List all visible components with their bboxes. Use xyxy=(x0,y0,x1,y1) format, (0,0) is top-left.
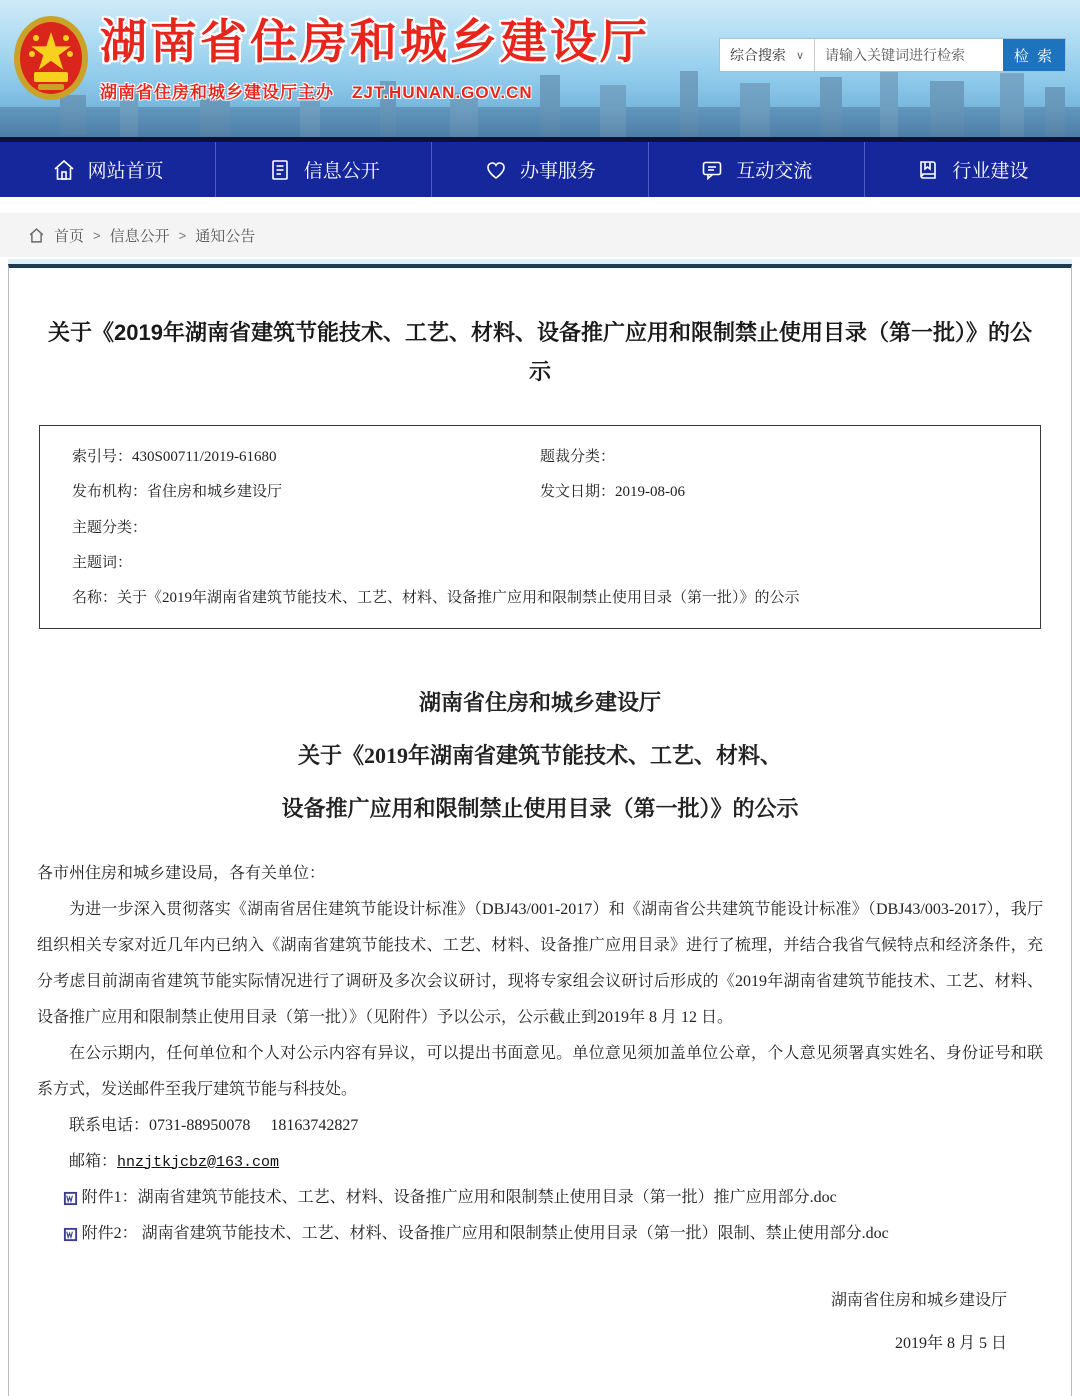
attachment-label: 附件1： xyxy=(81,1188,138,1206)
search-button[interactable]: 检 索 xyxy=(1003,39,1065,71)
document-title-line: 湖南省住房和城乡建设厅 xyxy=(418,690,661,716)
page-title: 关于《2019年湖南省建筑节能技术、工艺、材料、设备推广应用和限制禁止使用目录（第一批）》的公示 xyxy=(48,320,1032,384)
meta-index-label: 索引号： xyxy=(72,449,133,465)
email-label: 邮箱： xyxy=(69,1152,118,1170)
breadcrumb-item-notices[interactable]: 通知公告 xyxy=(195,227,256,245)
breadcrumb xyxy=(0,213,1080,257)
nav-item-label: 网站首页 xyxy=(87,161,164,182)
meta-name-label: 名称： xyxy=(72,590,118,606)
signature-date: 2019年 8 月 5 日 xyxy=(894,1335,1007,1353)
nav-item-interaction[interactable] xyxy=(649,142,865,197)
main-navigation xyxy=(0,137,1080,197)
nav-item-industry[interactable] xyxy=(865,142,1080,197)
meta-issuer-value: 省住房和城乡建设厅 xyxy=(147,484,283,501)
document-title xyxy=(9,677,1071,835)
attachment-label: 附件2： xyxy=(81,1225,138,1243)
site-banner xyxy=(0,0,1080,137)
meta-category-label: 题裁分类： xyxy=(540,449,616,465)
search-bar xyxy=(719,38,1066,72)
chat-icon xyxy=(700,158,724,182)
meta-issuer-label: 发布机构： xyxy=(72,484,148,501)
meta-topic-label: 主题分类： xyxy=(72,519,148,536)
attachment-link[interactable] xyxy=(82,1216,889,1253)
email-line xyxy=(69,1144,1043,1180)
site-title: 湖南省住房和城乡建设厅 xyxy=(100,15,650,68)
book-icon xyxy=(916,158,940,182)
attachment-link[interactable] xyxy=(82,1180,837,1217)
meta-date-label: 发文日期： xyxy=(540,484,616,501)
document-icon xyxy=(268,158,292,182)
heart-icon xyxy=(484,158,508,182)
meta-keyword-label: 主题词： xyxy=(72,554,133,571)
phone-line: 联系电话：0731-88950078 18163742827 xyxy=(69,1116,359,1134)
document-title-line: 关于《2019年湖南省建筑节能技术、工艺、材料、 xyxy=(297,743,782,769)
meta-name-value: 关于《2019年湖南省建筑节能技术、工艺、材料、设备推广应用和限制禁止使用目录（第一批）》的公示 xyxy=(117,590,800,606)
national-emblem xyxy=(12,14,90,106)
paragraph: 在公示期内，任何单位和个人对公示内容有异议，可以提出书面意见。单位意见须加盖单位公章，个人意见须署真实姓名、身份证号和联系方式，发送邮件至我厅建筑节能与科技处。 xyxy=(37,1044,1043,1098)
signature-org: 湖南省住房和城乡建设厅 xyxy=(830,1292,1007,1310)
signature-block xyxy=(9,1279,1007,1365)
breadcrumb-item-info[interactable]: 信息公开 xyxy=(109,227,170,245)
breadcrumb-item-home[interactable]: 首页 xyxy=(54,227,85,245)
article-container xyxy=(8,264,1072,1396)
attachment-1 xyxy=(63,1180,1043,1217)
meta-date-value: 2019-08-06 xyxy=(615,484,686,501)
email-link[interactable]: hnzjtkjcbz@163.com xyxy=(117,1153,280,1171)
paragraph: 为进一步深入贯彻落实《湖南省居住建筑节能设计标准》（DBJ43/001-2017）和《湖南省公共建筑节能设计标准》（DBJ43/003-2017），我厅组织相关专家对近几年内已纳入《湖南省建筑节能技术、工艺、材料、设备推广应用目录》进行了梳理，并结合我省气候特点和经济条件，充分考虑目前湖南省建筑节能实际情况进行了调研及多次会议研讨，现将专家组会议研讨后形成的《2019年湖南省建筑节能技术、工艺、材料、设备推广应用和限制禁止使用目录（第一批）》（见附件）予以公示，公示截止到2019年 8 月 12 日。 xyxy=(37,900,1043,1026)
home-icon xyxy=(28,227,45,244)
attachment-2 xyxy=(63,1216,1043,1253)
home-icon xyxy=(52,158,76,182)
document-body xyxy=(37,856,1043,1254)
salutation: 各市州住房和城乡建设局，各有关单位： xyxy=(37,864,326,882)
chevron-down-icon: ∨ xyxy=(795,49,804,62)
nav-item-label: 信息公开 xyxy=(303,161,380,182)
document-meta-box xyxy=(39,425,1041,629)
nav-item-label: 互动交流 xyxy=(736,161,813,182)
attachment-name: 湖南省建筑节能技术、工艺、材料、设备推广应用和限制禁止使用目录（第一批）限制、禁止使用部分.doc xyxy=(141,1225,889,1243)
meta-index-value: 430S00711/2019-61680 xyxy=(132,449,277,465)
nav-item-label: 办事服务 xyxy=(520,161,597,182)
search-category-label: 综合搜索 xyxy=(729,47,786,63)
search-category-dropdown[interactable] xyxy=(720,39,815,71)
nav-item-info-disclosure[interactable] xyxy=(216,142,432,197)
search-input[interactable] xyxy=(815,39,1003,71)
breadcrumb-separator: > xyxy=(178,227,187,243)
doc-file-icon xyxy=(63,1227,78,1242)
nav-item-services[interactable] xyxy=(432,142,648,197)
attachment-name: 湖南省建筑节能技术、工艺、材料、设备推广应用和限制禁止使用目录（第一批）推广应用部分.doc xyxy=(137,1188,837,1206)
doc-file-icon xyxy=(63,1191,78,1206)
nav-item-home[interactable] xyxy=(0,142,216,197)
nav-item-label: 行业建设 xyxy=(952,161,1029,182)
document-title-line: 设备推广应用和限制禁止使用目录（第一批）》的公示 xyxy=(281,795,799,821)
breadcrumb-separator: > xyxy=(93,227,101,243)
site-subtitle: 湖南省住房和城乡建设厅主办 ZJT.HUNAN.GOV.CN xyxy=(100,83,533,103)
